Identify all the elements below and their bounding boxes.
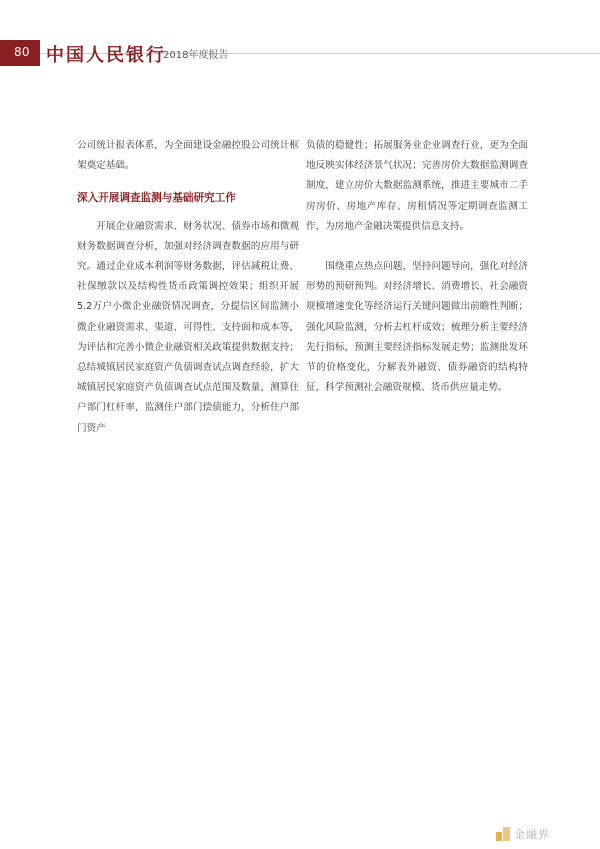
watermark bbox=[496, 826, 550, 842]
right-column bbox=[306, 136, 528, 398]
page-number-badge bbox=[0, 40, 40, 66]
page-header bbox=[0, 40, 600, 66]
left-column bbox=[77, 136, 299, 439]
report-title: 2018年度报告 bbox=[163, 50, 229, 61]
section-heading: 深入开展调查监测与基础研究工作 bbox=[77, 192, 236, 205]
right-paragraph-2: 围绕重点热点问题，坚持问题导向，强化对经济形势的预研预判。对经济增长、消费增长、社会融资规模增速变化等经济运行关键问题做出前瞻性判断；强化风险监测，分析去杠杆成效；梳理分析主要经济先行指标，预测主要经济指标发展走势；监测批发环节的价格变化，分解表外融资、债券融资的结构特征，科学预测社会融资规模、货币供应量走势。 bbox=[306, 261, 528, 394]
watermark-text: 金融界 bbox=[514, 828, 550, 841]
paragraph-gap bbox=[306, 237, 528, 257]
left-paragraph-2: 开展企业融资需求、财务状况、债券市场和微观财务数据调查分析，加强对经济调查数据的应用与研究。通过企业成本利润等财务数据，评估减税让费、社保缴款以及结构性货币政策调控效果；组织开展5.2万户小微企业融资情况调查，分提信区间监测小微企业融资需求、渠道、可得性、支持面和成本等，为评估和完善小微企业融资相关政策提供数据支持；总结城镇居民家庭资产负债调查试点调查经验，扩大城镇居民家庭资产负债调查试点范围及数量，测算住户部门杠杆率，监测住户部门偿债能力，分析住户部门资产 bbox=[77, 220, 299, 434]
right-paragraph-1: 负债的稳健性；拓展服务业企业调查行业，更为全面地反映实体经济景气状况；完善房价大数据监测调查制度，建立房价大数据监测系统，推进主要城市二手房房价、房地产库存、房租情况等定期调查监测工作，为房地产金融决策提供信息支持。 bbox=[306, 140, 528, 232]
left-paragraph-1: 公司统计报表体系，为全面建设金融控股公司统计框架奠定基础。 bbox=[77, 140, 299, 172]
watermark-logo-icon bbox=[496, 827, 510, 841]
brand-name: 中国人民银行 bbox=[46, 45, 166, 66]
page-number: 80 bbox=[14, 45, 30, 59]
